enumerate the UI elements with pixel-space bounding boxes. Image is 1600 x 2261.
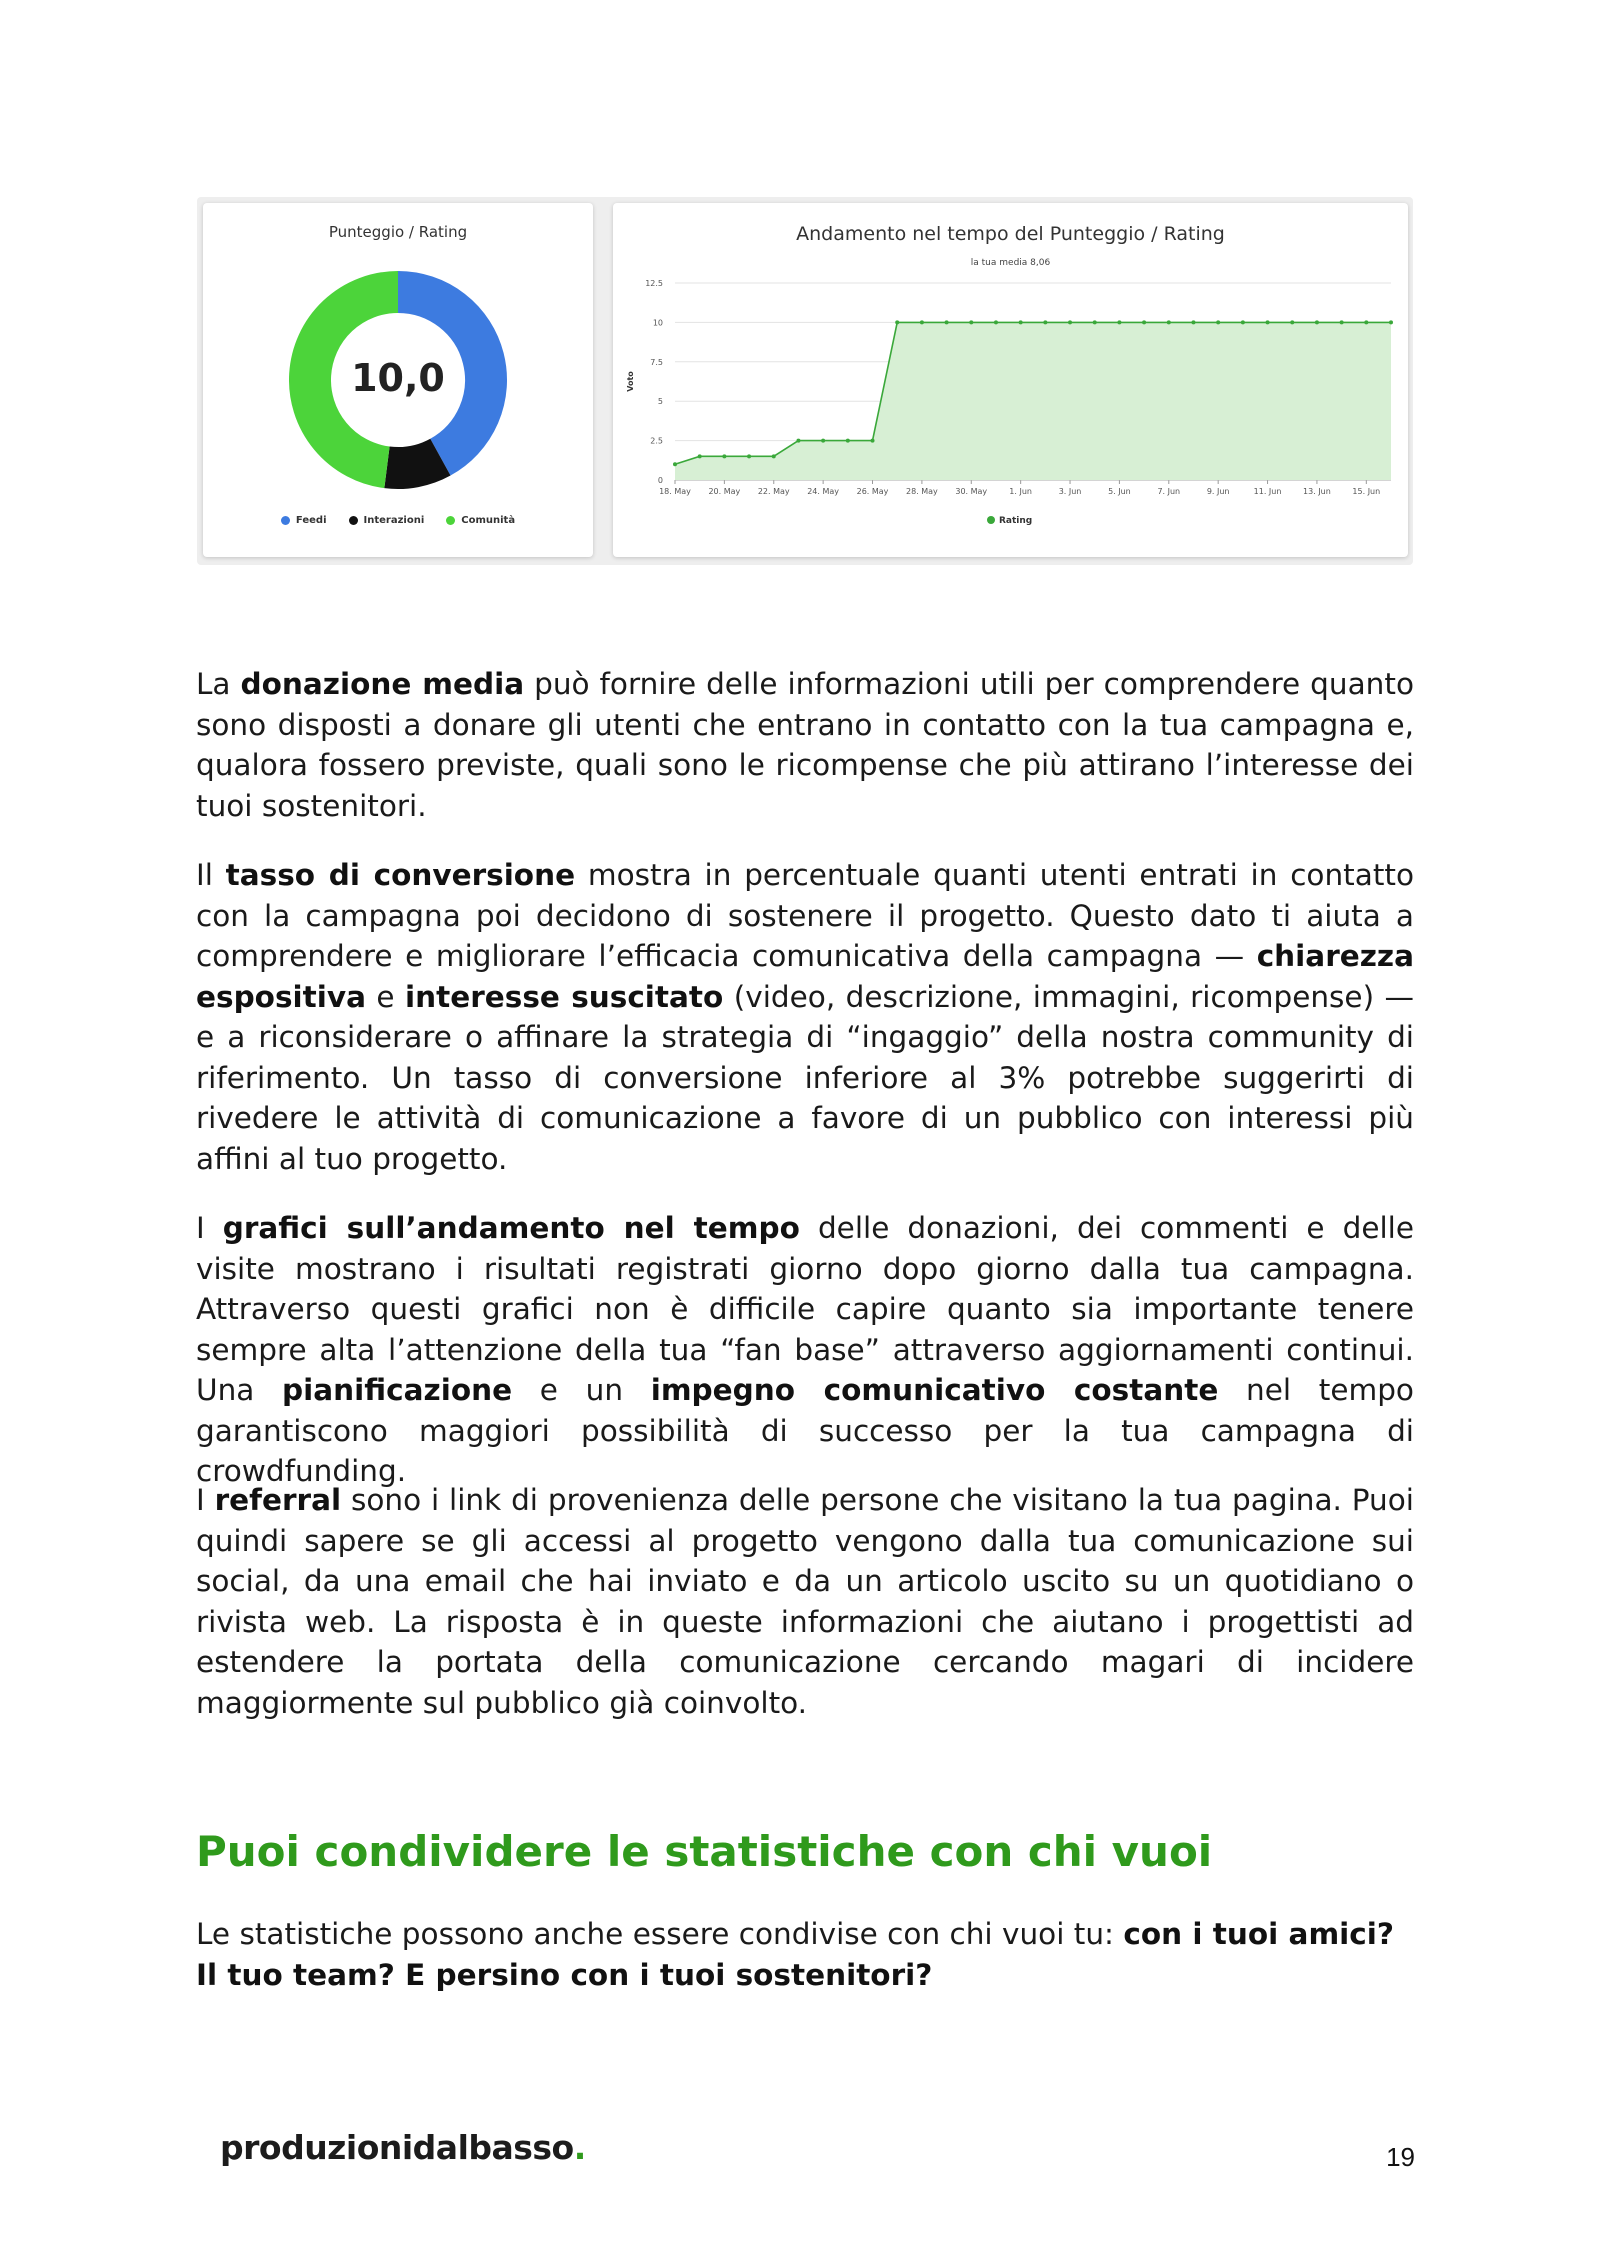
text-run: Le statistiche possono anche essere condivise con chi vuoi tu: <box>196 1917 1124 1951</box>
x-tick-label: 15. Jun <box>1352 487 1381 496</box>
text-run: sono i link di provenienza delle persone che visitano la tua pagina. Puoi quindi sapere se gli accessi al progetto vengono dalla tua comunicazione sui social, da una email che hai inviato e da un articolo uscito su un quotidiano o rivista web. La risposta è in queste informazioni che aiutano i progettisti ad estendere la portata della comunicazione cercando magari di incidere maggiormente sul pubblico già coinvolto. <box>196 1483 1415 1720</box>
donut-segment-1 <box>387 457 440 468</box>
y-tick-label: 5 <box>657 397 663 407</box>
rating-point <box>1266 320 1270 324</box>
x-tick-label: 7. Jun <box>1157 487 1181 496</box>
rating-point <box>1142 320 1146 324</box>
rating-point <box>673 462 677 466</box>
rating-point <box>1093 320 1097 324</box>
paragraph-tasso-conversione <box>196 855 1414 1179</box>
rating-point <box>1241 320 1245 324</box>
text-run: (video, descrizione, immagini, ricompense) — e a riconsiderare o affinare la strategia di “ingaggio” della nostra community di riferimento. Un tasso di conversione inferiore al 3% potrebbe suggerirti di rivedere le attività di comunicazione a favore di un pubblico con interessi più affini al tuo progetto. <box>196 979 1414 1176</box>
x-tick-label: 22. May <box>757 487 790 496</box>
rating-point <box>747 454 751 458</box>
legend-item-comunita <box>446 515 515 526</box>
rating-point <box>698 454 702 458</box>
rating-point <box>1117 320 1121 324</box>
rating-point <box>1191 320 1195 324</box>
rating-point <box>1216 320 1220 324</box>
paragraph-donazione-media <box>196 664 1414 826</box>
line-chart-title: Andamento nel tempo del Punteggio / Rating <box>796 223 1225 245</box>
line-chart <box>613 203 1408 557</box>
y-tick-label: 12.5 <box>645 279 663 288</box>
rating-point <box>994 320 998 324</box>
x-tick-label: 3. Jun <box>1058 487 1082 496</box>
rating-point <box>1019 320 1023 324</box>
text-run: e <box>365 979 405 1014</box>
x-tick-label: 11. Jun <box>1253 487 1282 496</box>
text-run: e un <box>512 1373 651 1407</box>
legend-dot-icon <box>349 516 358 525</box>
bold-term: chiarezza espositiva <box>196 939 1414 1014</box>
logo-text: produzionidalbasso <box>220 2128 574 2167</box>
bold-term: con i tuoi amici? Il tuo team? E persino con i tuoi sostenitori? <box>196 1917 1395 1992</box>
line-chart-subtitle: la tua media 8,06 <box>970 258 1051 268</box>
y-tick-label: 10 <box>652 318 663 328</box>
bold-term: referral <box>214 1483 342 1517</box>
paragraph-referral <box>196 1480 1414 1723</box>
legend-label: Rating <box>999 516 1033 526</box>
rating-point <box>969 320 973 324</box>
y-tick-label: 0 <box>657 476 663 485</box>
page-number: 19 <box>1386 2142 1415 2172</box>
line-chart-panel <box>613 203 1408 557</box>
text-run: nel tempo garantiscono maggiori possibilità di successo per la tua campagna di crowdfunding. <box>196 1373 1414 1488</box>
rating-point <box>1290 320 1294 324</box>
brand-logo <box>220 2128 586 2167</box>
donut-legend <box>203 515 593 526</box>
paragraph-grafici-andamento <box>196 1208 1414 1492</box>
rating-point <box>1315 320 1319 324</box>
rating-point <box>1389 320 1393 324</box>
x-tick-label: 5. Jun <box>1108 487 1131 496</box>
rating-point <box>846 439 850 443</box>
paragraph-condividi <box>196 1914 1414 1995</box>
donut-chart-title: Punteggio / Rating <box>328 223 468 241</box>
rating-point <box>920 320 924 324</box>
rating-point <box>722 454 726 458</box>
bold-term: impegno comunicativo costante <box>650 1373 1219 1407</box>
rating-point <box>1068 320 1072 324</box>
legend-dot-icon <box>446 516 455 525</box>
rating-point <box>895 320 899 324</box>
logo-dot: . <box>573 2128 586 2167</box>
rating-point <box>945 320 949 324</box>
rating-point <box>772 454 776 458</box>
legend-label: Comunità <box>461 515 516 526</box>
x-tick-label: 20. May <box>708 487 741 496</box>
donut-center-value: 10,0 <box>351 356 445 400</box>
y-tick-label: 2.5 <box>650 436 663 446</box>
text-run: Il <box>196 858 226 892</box>
text-run: può fornire delle informazioni utili per comprendere quanto sono disposti a donare gli utenti che entrano in contatto con la tua campagna e, qualora fossero previste, quali sono le ricompense che più attirano l’interesse dei tuoi sostenitori. <box>196 667 1414 823</box>
text-run: La <box>196 667 241 701</box>
y-tick-label: 7.5 <box>650 357 663 367</box>
text-run: I <box>196 1211 223 1245</box>
text-run: mostra in percentuale quanti utenti entrati in contatto con la campagna poi decidono di sostenere il progetto. Questo dato ti aiuta a comprendere e migliorare l’efficacia comunicativa della campagna — <box>196 858 1415 973</box>
rating-point <box>821 439 825 443</box>
rating-point <box>1043 320 1047 324</box>
x-tick-label: 13. Jun <box>1303 487 1331 496</box>
rating-point <box>871 439 875 443</box>
x-tick-label: 30. May <box>955 487 988 496</box>
donut-chart-panel <box>203 203 593 557</box>
x-tick-label: 24. May <box>807 487 840 496</box>
rating-point <box>1167 320 1171 324</box>
bold-term: donazione media <box>240 667 525 701</box>
charts-screenshot <box>197 197 1413 565</box>
text-run: I <box>196 1483 215 1517</box>
x-tick-label: 28. May <box>905 487 938 496</box>
legend-item-interazioni <box>349 515 425 526</box>
legend-label: Interazioni <box>363 515 425 526</box>
bold-term: pianificazione <box>282 1373 513 1407</box>
legend-label: Feedi <box>295 515 327 526</box>
rating-point <box>1364 320 1368 324</box>
bold-term: grafici sull’andamento nel tempo <box>222 1211 800 1245</box>
legend-dot-icon <box>281 516 290 525</box>
y-axis-label: Voto <box>626 371 635 392</box>
text-run: delle donazioni, dei commenti e delle visite mostrano i risultati registrati giorno dopo giorno dalla tua campagna. Attraverso questi grafici non è difficile capire quanto sia importante tenere sempre alta l’attenzione della tua “fan base” attraverso aggiornamenti continui. Una <box>196 1211 1415 1407</box>
x-tick-label: 26. May <box>856 487 889 496</box>
legend-item-feedi <box>281 515 327 526</box>
bold-term: tasso di conversione <box>225 858 576 892</box>
section-heading: Puoi condividere le statistiche con chi vuoi <box>196 1827 1213 1876</box>
bold-term: interesse suscitato <box>404 979 724 1014</box>
x-tick-label: 1. Jun <box>1009 487 1032 496</box>
x-tick-label: 18. May <box>659 487 691 496</box>
x-tick-label: 9. Jun <box>1206 487 1230 496</box>
rating-point <box>1340 320 1344 324</box>
rating-point <box>796 439 800 443</box>
legend-dot-icon <box>987 516 995 524</box>
